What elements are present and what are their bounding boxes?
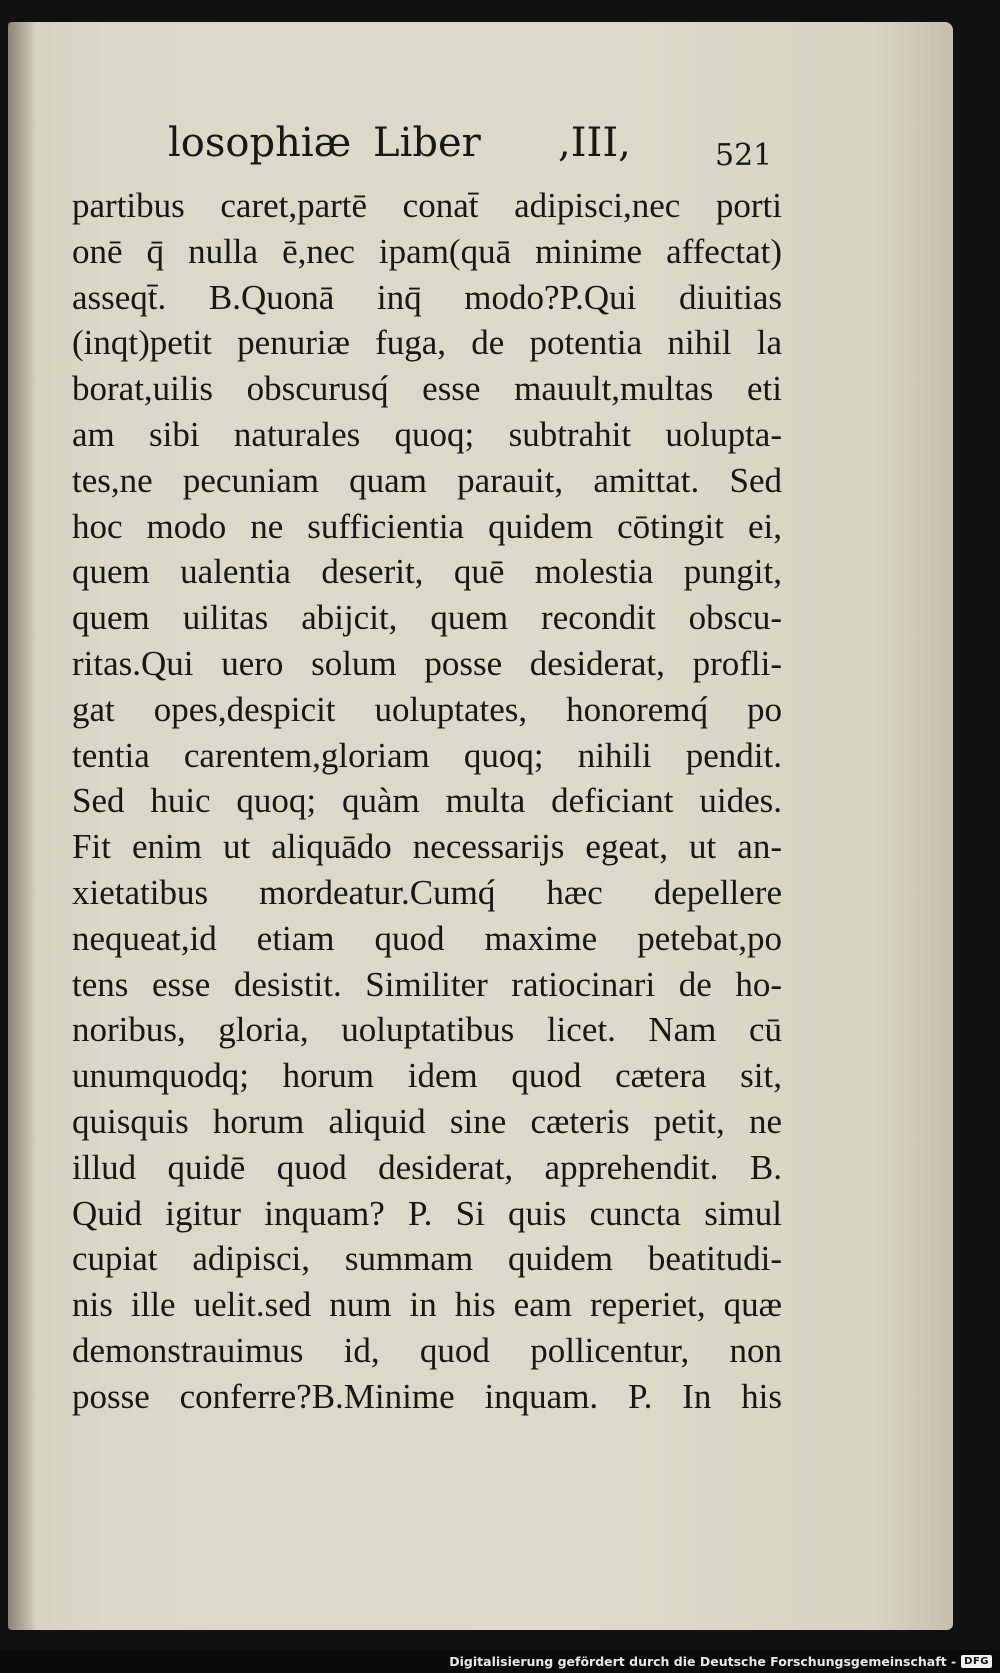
text-line: onē q̄ nulla ē,nec ipam(quā minime affectat) [72,231,782,271]
text-line: ritas.Qui uero solum posse desiderat, profli- [72,643,782,683]
footer [449,1651,992,1671]
text-line: am sibi naturales quoq; subtrahit uolupta- [72,414,782,454]
text-line: borat,uilis obscurusq́ esse mauult,multas eti [72,369,782,409]
text-line: noribus, gloria, uoluptatibus licet. Nam cū [72,1010,782,1050]
text-line: quem ualentia deserit, quē molestia pungit, [72,552,782,592]
running-head [168,112,768,172]
page-gutter-shadow [8,22,36,1630]
text-line: Sed huic quoq; quàm multa deficiant uides. [72,781,782,821]
dfg-logo: DFG [961,1655,992,1668]
text-line: Fit enim ut aliquādo necessarijs egeat, ut an- [72,827,782,867]
text-line: quisquis horum aliquid sine cæteris petit, ne [72,1101,782,1141]
text-line: (inqt)petit penuriæ fuga, de potentia nihil la [72,323,782,363]
text-line: Quid igitur inquam? P. Si quis cuncta simul [72,1193,782,1233]
running-head-book-number: ,III, [558,120,631,166]
text-line: quem uilitas abijcit, quem recondit obscu- [72,598,782,638]
text-line: tes,ne pecuniam quam parauit, amittat. Sed [72,460,782,500]
running-head-title: losophiæ [168,120,352,166]
footer-credit: Digitalisierung gefördert durch die Deutsche Forschungsgemeinschaft - [449,1653,957,1669]
page-number: 521 [715,138,773,173]
running-head-book: Liber [373,120,481,166]
text-line: nequeat,id etiam quod maxime petebat,po [72,918,782,958]
text-line: demonstrauimus id, quod pollicentur, non [72,1330,782,1370]
text-line: illud quidē quod desiderat, apprehendit. B. [72,1147,782,1187]
text-line: tens esse desistit. Similiter ratiocinari de ho- [72,964,782,1004]
text-line: partibus caret,partē conat̄ adipisci,nec porti [72,186,782,225]
text-line: hoc modo ne sufficientia quidem cōtingit ei, [72,506,782,546]
text-line: posse conferre?B.Minime inquam. P. In his [72,1376,782,1416]
text-line: asseqt̄. B.Quonā inq̄ modo?P.Qui diuitias [72,277,782,317]
body-text [72,183,782,1420]
text-line: nis ille uelit.sed num in his eam reperiet, quæ [72,1285,782,1325]
text-line: gat opes,despicit uoluptates, honoremq́ po [72,689,782,729]
text-line: xietatibus mordeatur.Cumq́ hæc depellere [72,872,782,912]
text-line: cupiat adipisci, summam quidem beatitudi- [72,1239,782,1279]
text-line: tentia carentem,gloriam quoq; nihili pendit. [72,735,782,775]
text-line: unumquodq; horum idem quod cætera sit, [72,1056,782,1096]
